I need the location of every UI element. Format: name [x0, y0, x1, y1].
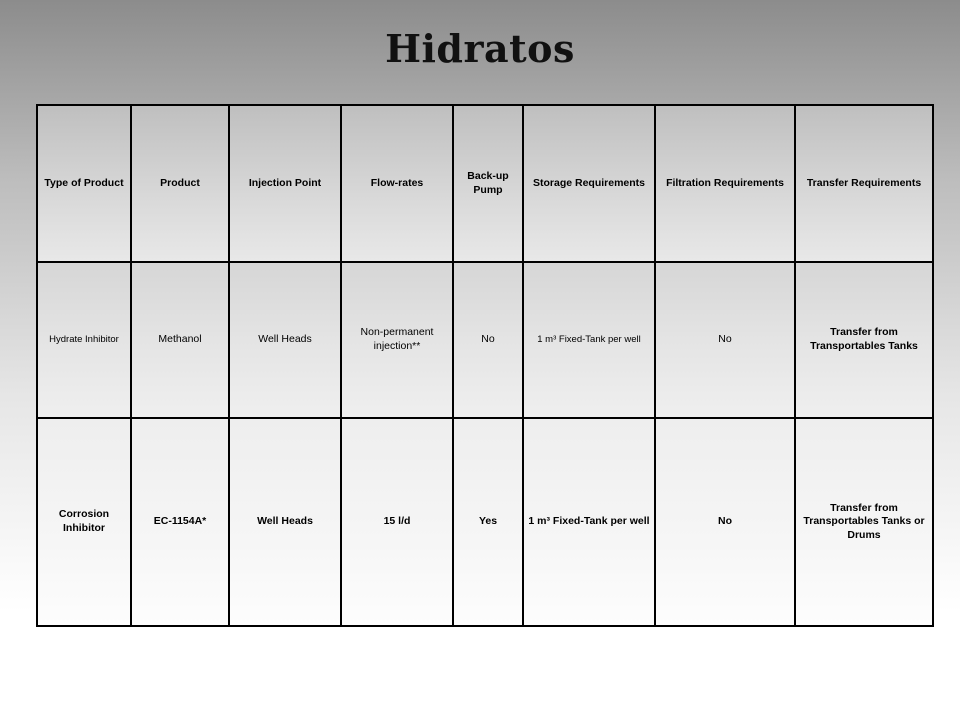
- data-table: [36, 104, 934, 627]
- table-header-cell: Product: [131, 105, 229, 262]
- data-table-container: [36, 104, 932, 627]
- table-header-cell: Flow-rates: [341, 105, 453, 262]
- table-cell: No: [655, 418, 795, 626]
- table-cell: Hydrate Inhibitor: [37, 262, 131, 418]
- table-cell: No: [453, 262, 523, 418]
- table-cell: Transfer from Transportables Tanks: [795, 262, 933, 418]
- table-cell: 15 l/d: [341, 418, 453, 626]
- table-cell: Methanol: [131, 262, 229, 418]
- page-title: Hidratos: [385, 26, 575, 71]
- table-cell: Corrosion Inhibitor: [37, 418, 131, 626]
- table-cell: 1 m³ Fixed-Tank per well: [523, 418, 655, 626]
- table-header-row: [37, 105, 933, 262]
- table-row: [37, 418, 933, 626]
- table-header-cell: Storage Requirements: [523, 105, 655, 262]
- table-cell: Non-permanent injection**: [341, 262, 453, 418]
- table-cell: EC-1154A*: [131, 418, 229, 626]
- table-header-cell: Back-up Pump: [453, 105, 523, 262]
- table-cell: Transfer from Transportables Tanks or Drums: [795, 418, 933, 626]
- table-cell: Yes: [453, 418, 523, 626]
- table-header-cell: Injection Point: [229, 105, 341, 262]
- table-row: [37, 262, 933, 418]
- table-header-cell: Type of Product: [37, 105, 131, 262]
- table-cell: 1 m³ Fixed-Tank per well: [523, 262, 655, 418]
- table-cell: No: [655, 262, 795, 418]
- table-header-cell: Transfer Requirements: [795, 105, 933, 262]
- table-header-cell: Filtration Requirements: [655, 105, 795, 262]
- table-cell: Well Heads: [229, 418, 341, 626]
- table-cell: Well Heads: [229, 262, 341, 418]
